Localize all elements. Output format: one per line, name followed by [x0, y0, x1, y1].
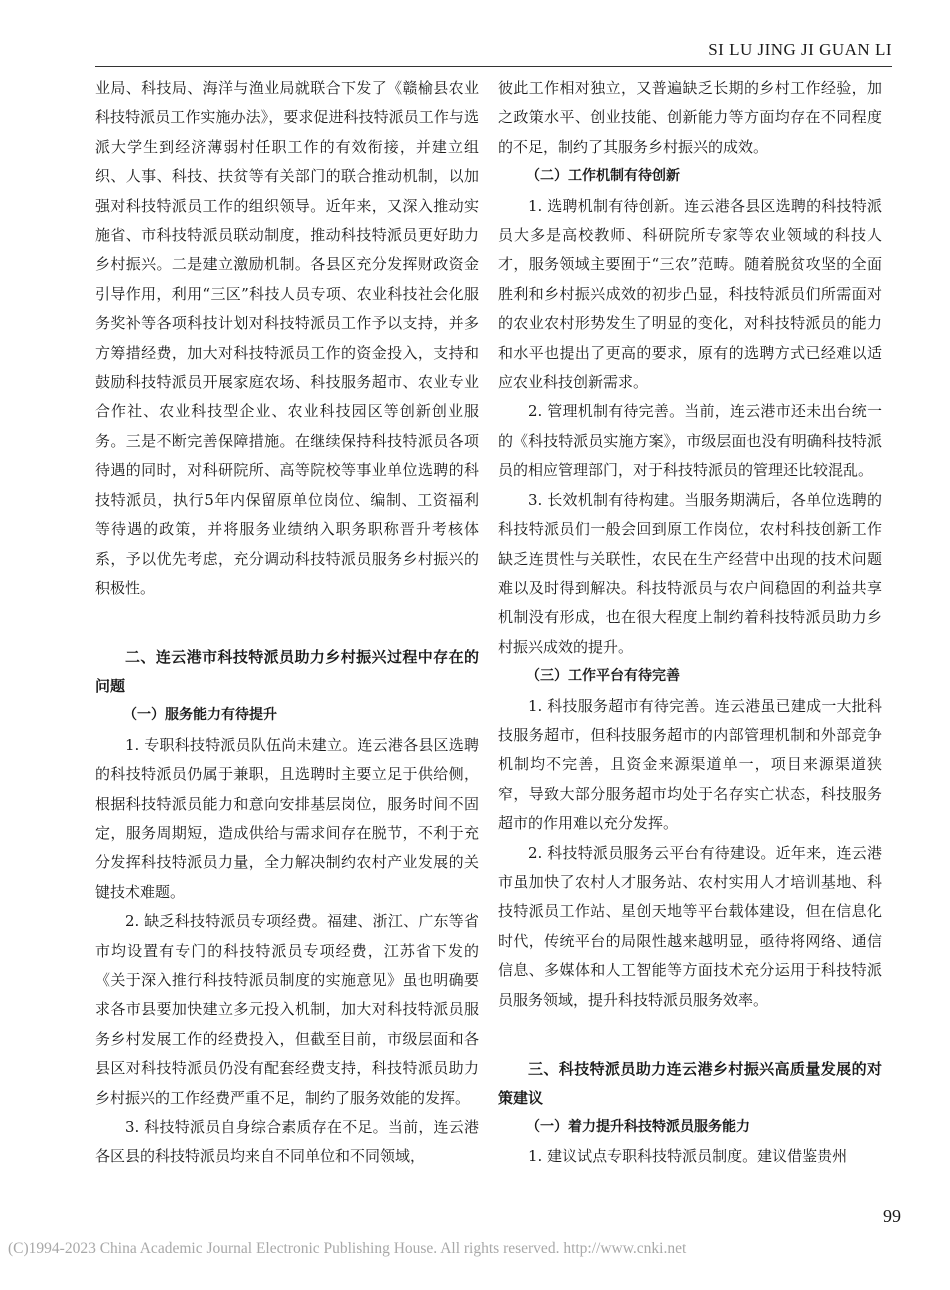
- subsection-heading: （一）服务能力有待提升: [123, 707, 277, 724]
- paragraph: 2. 缺乏科技特派员专项经费。福建、浙江、广东等省市均设置有专门的科技特派员专项经费，江苏省下发的《关于深入推行科技特派员制度的实施意见》虽也明确要求各市县要加快建立多元投入机制，加大对科技特派员服务乡村发展工作的经费投入，但截至目前，市级层面和各县区对科技特派员仍没有配套经费支持，科技特派员助力乡村振兴的工作经费严重不足，制约了服务效能的发挥。: [95, 912, 479, 1107]
- subsection-heading: （三）工作平台有待完善: [526, 668, 680, 685]
- paragraph: 3. 长效机制有待构建。当服务期满后，各单位选聘的科技特派员们一般会回到原工作岗位，农村科技创新工作缺乏连贯性与关联性，农民在生产经营中出现的技术问题难以及时得到解决。科技特派员与农户间稳固的利益共享机制没有形成，也在很大程度上制约着科技特派员助力乡村振兴成效的提升。: [498, 490, 882, 656]
- left-column: [95, 74, 479, 1172]
- subsection-heading: （二）工作机制有待创新: [526, 168, 680, 185]
- paragraph: 1. 专职科技特派员队伍尚未建立。连云港各县区选聘的科技特派员仍属于兼职，且选聘时主要立足于供给侧，根据科技特派员能力和意向安排基层岗位，服务时间不固定，服务周期短，造成供给与需求间存在脱节，不利于充分发挥科技特派员力量，全力解决制约农村产业发展的关键技术难题。: [95, 735, 479, 901]
- copyright-notice: (C)1994-2023 China Academic Journal Electronic Publishing House. All rights reserved. http://www.cnki.net: [8, 1240, 687, 1257]
- paragraph: 1. 建议试点专职科技特派员制度。建议借鉴贵州: [528, 1147, 848, 1166]
- section-heading: 三、科技特派员助力连云港乡村振兴高质量发展的对策建议: [498, 1060, 882, 1107]
- paragraph: 3. 科技特派员自身综合素质存在不足。当前，连云港各区县的科技特派员均来自不同单位和不同领域，: [95, 1118, 479, 1166]
- paragraph: 1. 科技服务超市有待完善。连云港虽已建成一大批科技服务超市，但科技服务超市的内部管理机制和外部竞争机制均不完善，且资金来源渠道单一，项目来源渠道狭窄，导致大部分服务超市均处于名存实亡状态，科技服务超市的作用难以充分发挥。: [498, 696, 882, 833]
- page-number: 99: [883, 1206, 901, 1226]
- header-rule: [95, 66, 892, 67]
- paragraph: 彼此工作相对独立，又普遍缺乏长期的乡村工作经验，加之政策水平、创业技能、创新能力等方面均存在不同程度的不足，制约了其服务乡村振兴的成效。: [498, 79, 882, 156]
- journal-running-title: SI LU JING JI GUAN LI: [708, 40, 892, 59]
- section-heading: 二、连云港市科技特派员助力乡村振兴过程中存在的问题: [95, 648, 479, 696]
- paragraph: 1. 选聘机制有待创新。连云港各县区选聘的科技特派员大多是高校教师、科研院所专家等农业领域的科技人才，服务领域主要囿于“三农”范畴。随着脱贫攻坚的全面胜利和乡村振兴成效的初步凸显，科技特派员们所需面对的农业农村形势发生了明显的变化，对科技特派员的能力和水平也提出了更高的要求，原有的选聘方式已经难以适应农业科技创新需求。: [498, 196, 882, 392]
- paragraph: 2. 管理机制有待完善。当前，连云港市还未出台统一的《科技特派员实施方案》，市级层面也没有明确科技特派员的相应管理部门，对于科技特派员的管理还比较混乱。: [498, 402, 882, 480]
- section-spacer: [498, 1015, 882, 1055]
- right-column: [498, 74, 882, 1172]
- paragraph: 2. 科技特派员服务云平台有待建设。近年来，连云港市虽加快了农村人才服务站、农村实用人才培训基地、科技特派员工作站、星创天地等平台载体建设，但在信息化时代，传统平台的局限性越来越明显，亟待将网络、通信信息、多媒体和人工智能等方面技术充分运用于科技特派员服务领域，提升科技特派员服务效率。: [498, 843, 882, 1009]
- subsection-heading: （一）着力提升科技特派员服务能力: [526, 1119, 750, 1135]
- paragraph: 业局、科技局、海洋与渔业局就联合下发了《赣榆县农业科技特派员工作实施办法》，要求促进科技特派员工作与选派大学生到经济薄弱村任职工作的有效衔接，并建立组织、人事、科技、扶贫等有关部门的联合推动机制，以加强对科技特派员工作的组织领导。近年来，又深入推动实施省、市科技特派员联动制度，推动科技特派员更好助力乡村振兴。二是建立激励机制。各县区充分发挥财政资金引导作用，利用“三区”科技人员专项、农业科技社会化服务奖补等各项科技计划对科技特派员工作予以支持，并多方筹措经费，加大对科技特派员工作的资金投入，支持和鼓励科技特派员开展家庭农场、科技服务超市、农业专业合作社、农业科技型企业、农业科技园区等创新创业服务。三是不断完善保障措施。在继续保持科技特派员各项待遇的同时，对科研院所、高等院校等事业单位选聘的科技特派员，执行5年内保留原单位岗位、编制、工资福利等待遇的政策，并将服务业绩纳入职务职称晋升考核体系，予以优先考虑，充分调动科技特派员服务乡村振兴的积极性。: [95, 79, 479, 597]
- section-spacer: [95, 603, 479, 643]
